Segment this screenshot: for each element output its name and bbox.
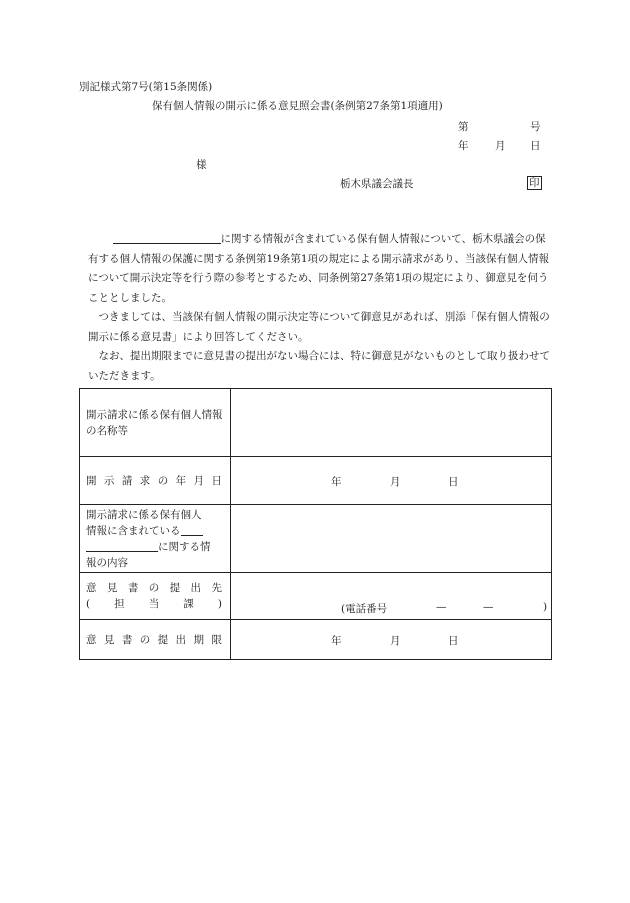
- row-value-info-content: [231, 505, 552, 573]
- number-suffix: 号: [530, 121, 541, 133]
- label-char: 課: [183, 598, 194, 610]
- deadline-month: 月: [390, 635, 401, 647]
- table-row: [80, 389, 552, 457]
- sender-name: 栃木県議会議長: [340, 178, 414, 190]
- label-char: 当: [148, 598, 160, 610]
- label-char: の: [157, 474, 169, 487]
- label-char: 意: [86, 582, 97, 594]
- row-label-info-content: [80, 505, 231, 573]
- row-value-request-date: [231, 457, 552, 505]
- label-char: 意: [86, 633, 97, 646]
- row-value-submit-to: [231, 573, 552, 620]
- row-value-deadline: [231, 620, 552, 660]
- row-label-info-name: 開示請求に係る保有個人情報の名称等: [80, 389, 231, 457]
- issue-date-month: 月: [495, 140, 506, 152]
- paragraph-3: なお、提出期限までに意見書の提出がない場合には、特に御意見がないものとして取り扱わせていただきます。: [88, 350, 550, 382]
- row-label-deadline: [80, 620, 231, 660]
- addressee-suffix: 様: [196, 159, 207, 171]
- row-value-info-name: [231, 389, 552, 457]
- label-char: 提: [169, 582, 181, 594]
- label-char: 見: [103, 633, 115, 646]
- row-label-submit-to: [80, 573, 231, 620]
- label-char: の: [148, 582, 160, 594]
- label-char: 請: [121, 474, 133, 487]
- deadline-year: 年: [331, 635, 342, 647]
- label-char: 示: [103, 474, 115, 487]
- content-label-line4: 報の内容: [86, 556, 128, 569]
- body-text: [88, 230, 552, 386]
- phone-dash-2: —: [483, 601, 494, 613]
- label-char: 見: [106, 582, 118, 594]
- issue-date-year: 年: [458, 140, 469, 152]
- label-char: 提: [157, 633, 169, 646]
- label-char: 月: [193, 474, 205, 487]
- document-title: 保有個人情報の開示に係る意見照会書(条例第27条第1項適用): [152, 100, 443, 112]
- deadline-day: 日: [448, 635, 459, 647]
- phone-label: (電話番号: [341, 603, 388, 615]
- content-label-line2: 情報に含まれている: [86, 523, 230, 539]
- label-char: の: [139, 633, 151, 646]
- paragraph-2: つきましては、当該保有個人情報の開示決定等について御意見があれば、別添「保有個人情報の開示に係る意見書」により回答してください。: [88, 311, 550, 343]
- number-prefix: 第: [458, 121, 469, 133]
- paragraph-1: に関する情報が含まれている保有個人情報について、栃木県議会の保有する個人情報の保護に関する条例第19条第1項の規定による開示請求があり、当該保有個人情報について開示決定等を行う際の参考とするため、同条例第27条第1項の規定により、御意見を伺うこととしました。: [88, 233, 550, 304]
- label-char: (: [86, 598, 91, 610]
- table-row: [80, 505, 552, 573]
- label-char: 先: [211, 582, 222, 594]
- seal-mark: 印: [529, 177, 540, 189]
- label-char: 書: [121, 633, 133, 646]
- label-char: 出: [190, 582, 202, 594]
- label-char: 限: [211, 633, 222, 646]
- issue-date-day: 日: [530, 140, 541, 152]
- content-label-line3: に関する情: [86, 539, 230, 555]
- table-row: [80, 573, 552, 620]
- request-date-day: 日: [448, 476, 459, 488]
- row-label-request-date: [80, 457, 231, 505]
- request-date-month: 月: [390, 476, 401, 488]
- label-char: 出: [175, 633, 187, 646]
- label-char: 年: [175, 474, 187, 487]
- subject-blank: [113, 231, 221, 244]
- label-char: 書: [127, 582, 139, 594]
- inquiry-table: [79, 388, 552, 660]
- phone-dash-1: —: [436, 601, 447, 613]
- table-row: [80, 620, 552, 660]
- label-char: ): [217, 598, 222, 610]
- request-date-year: 年: [331, 476, 342, 488]
- label-char: 期: [193, 633, 205, 646]
- label-char: 担: [114, 598, 125, 610]
- label-char: 開: [86, 474, 97, 487]
- form-number: 別記様式第7号(第15条関係): [79, 81, 213, 93]
- content-label-line1: 開示請求に係る保有個人: [86, 508, 202, 521]
- label-char: 求: [139, 474, 151, 487]
- table-row: [80, 457, 552, 505]
- phone-close: ): [543, 601, 548, 613]
- label-char: 日: [211, 474, 222, 487]
